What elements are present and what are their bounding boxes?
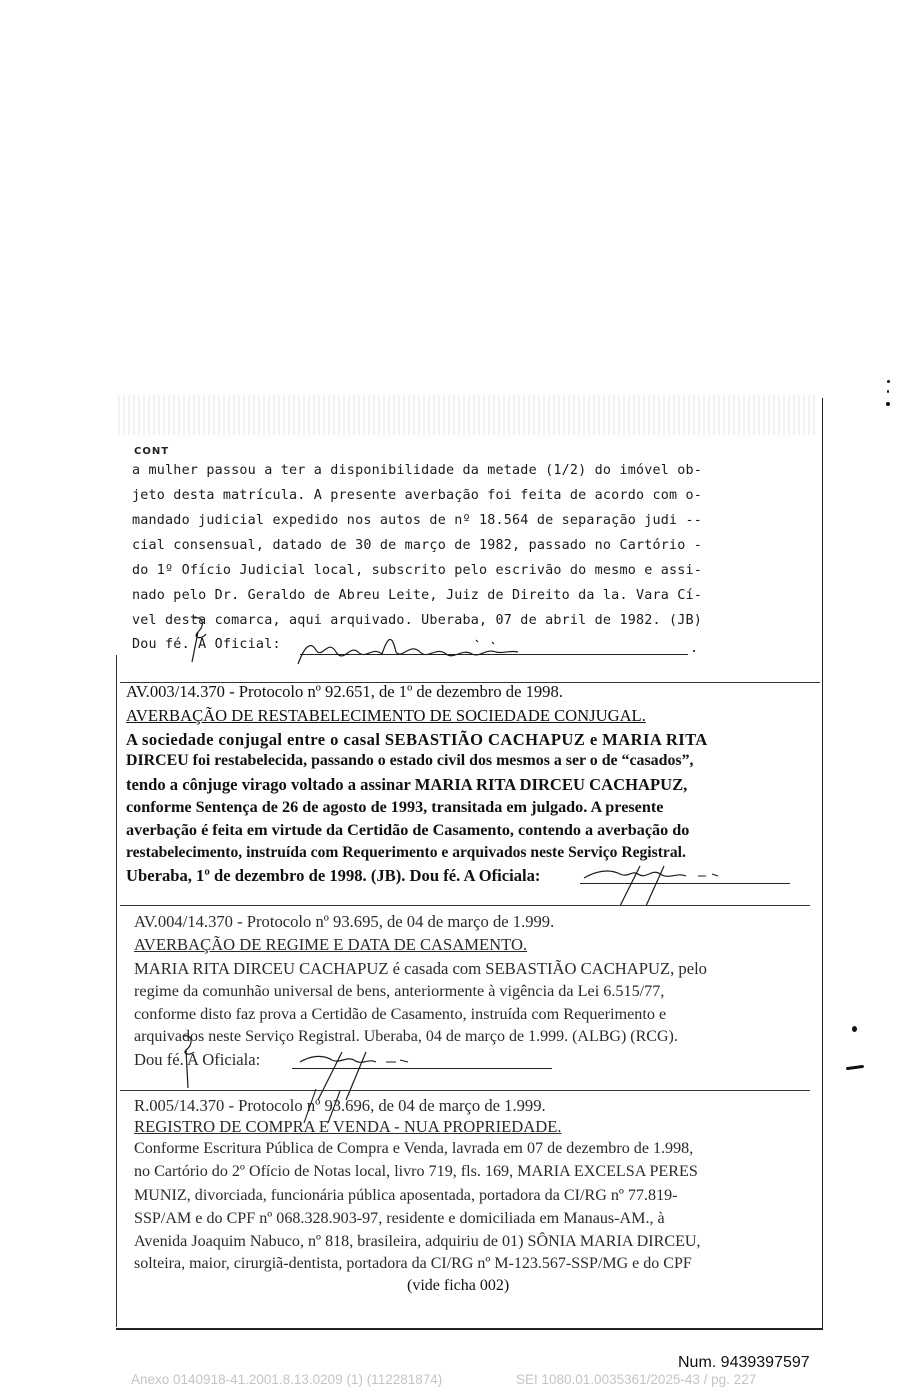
document-number: Num. 9439397597 xyxy=(678,1354,810,1371)
r005-heading: R.005/14.370 - Protocolo nº 93.696, de 04 de março de 1.999. xyxy=(134,1096,546,1115)
av004-line: conforme disto faz prova a Certidão de Casamento, instruída com Requerimento e xyxy=(134,1005,667,1023)
scan-speck xyxy=(852,1026,857,1032)
scan-speck xyxy=(886,402,890,406)
typed-line: jeto desta matrícula. A presente averbação foi feita de acordo com o- xyxy=(132,488,703,503)
av003-line: Uberaba, 1º de dezembro de 1998. (JB). Dou fé. A Oficiala: xyxy=(126,866,541,885)
typed-line: nado pelo Dr. Geraldo de Abreu Leite, Juiz de Direito da la. Vara Cí- xyxy=(132,588,703,603)
av003-line: tendo a cônjuge virago voltado a assinar MARIA RITA DIRCEU CACHAPUZ, xyxy=(126,775,688,794)
scan-speck xyxy=(846,1065,864,1070)
typed-line: mandado judicial expedido nos autos de nº 18.564 de separação judi -- xyxy=(132,513,703,528)
handwritten-signature-icon xyxy=(296,630,536,675)
sei-reference: SEI 1080.01.0035361/2025-43 / pg. 227 xyxy=(516,1372,757,1387)
r005-line: SSP/AM e do CPF nº 068.328.903-97, residente e domiciliada em Manaus-AM., à xyxy=(134,1210,665,1227)
footer-stamp xyxy=(131,1372,757,1387)
av004-line: regime da comunhão universal de bens, anteriormente à vigência da Lei 6.515/77, xyxy=(134,982,665,1000)
r005-line: Conforme Escritura Pública de Compra e Venda, lavrada em 07 de dezembro de 1.998, xyxy=(134,1140,694,1157)
typed-line: a mulher passou a ter a disponibilidade da metade (1/2) do imóvel ob- xyxy=(132,463,703,478)
av003-title: AVERBAÇÃO DE RESTABELECIMENTO DE SOCIEDADE CONJUGAL. xyxy=(126,706,646,725)
typed-line: cial consensual, datado de 30 de março de 1982, passado no Cartório - xyxy=(132,538,703,553)
r005-line: solteira, maior, cirurgiã-dentista, portadora da CI/RG nº M-123.567-SSP/MG e do CPF xyxy=(134,1255,692,1272)
handwritten-signature-icon xyxy=(300,1085,370,1130)
r005-line: no Cartório do 2º Ofício de Notas local, livro 719, fls. 169, MARIA EXCELSA PERES xyxy=(134,1163,698,1180)
r005-title: REGISTRO DE COMPRA E VENDA - NUA PROPRIEDADE. xyxy=(134,1117,562,1136)
left-border-rule xyxy=(116,655,117,1327)
typed-line: vel desta comarca, aqui arquivado. Uberaba, 07 de abril de 1982. (JB) xyxy=(132,613,703,628)
cont-label: CONT xyxy=(134,446,170,457)
annex-reference: Anexo 0140918-41.2001.8.13.0209 (1) (112281874) xyxy=(131,1372,443,1387)
av003-line: conforme Sentença de 26 de agosto de 1993, transitada em julgado. A presente xyxy=(126,798,664,816)
av003-line: averbação é feita em virtude da Certidão de Casamento, contendo a averbação do xyxy=(126,821,690,839)
av004-line: arquivados neste Serviço Registral. Uberaba, 04 de março de 1.999. (ALBG) (RCG). xyxy=(134,1028,678,1045)
section-separator xyxy=(120,1090,810,1091)
av003-line: A sociedade conjugal entre o casal SEBASTIÃO CACHAPUZ e MARIA RITA xyxy=(126,730,708,749)
typed-line: Dou fé. A Oficial: xyxy=(132,637,281,652)
r005-line: MUNIZ, divorciada, funcionária pública aposentada, portadora da CI/RG nº 77.819- xyxy=(134,1187,678,1204)
initials-mark-icon xyxy=(176,1032,202,1097)
section-separator xyxy=(120,905,810,906)
closing-mark: . xyxy=(690,641,699,656)
typed-line: do 1º Ofício Judicial local, subscrito pelo escrivão do mesmo e assi- xyxy=(132,563,703,578)
av004-line: MARIA RITA DIRCEU CACHAPUZ é casada com SEBASTIÃO CACHAPUZ, pelo xyxy=(134,959,707,978)
av003-heading: AV.003/14.370 - Protocolo nº 92.651, de 1º de dezembro de 1998. xyxy=(126,682,563,701)
continuation-note: (vide ficha 002) xyxy=(407,1277,510,1294)
initials-mark-icon xyxy=(186,614,216,669)
av004-title: AVERBAÇÃO DE REGIME E DATA DE CASAMENTO. xyxy=(134,935,528,954)
av004-heading: AV.004/14.370 - Protocolo nº 93.695, de 04 de março de 1.999. xyxy=(134,912,555,931)
scan-speck xyxy=(887,390,889,393)
av004-line: Dou fé. A Oficiala: xyxy=(134,1050,261,1069)
av003-line: restabelecimento, instruída com Requerimento e arquivados neste Serviço Registral. xyxy=(126,844,686,861)
av003-line: DIRCEU foi restabelecida, passando o estado civil dos mesmos a ser o de “casados”, xyxy=(126,752,694,769)
r005-line: Avenida Joaquim Nabuco, nº 818, brasileira, adquiriu de 01) SÔNIA MARIA DIRCEU, xyxy=(134,1233,701,1250)
scan-speck xyxy=(887,380,890,383)
